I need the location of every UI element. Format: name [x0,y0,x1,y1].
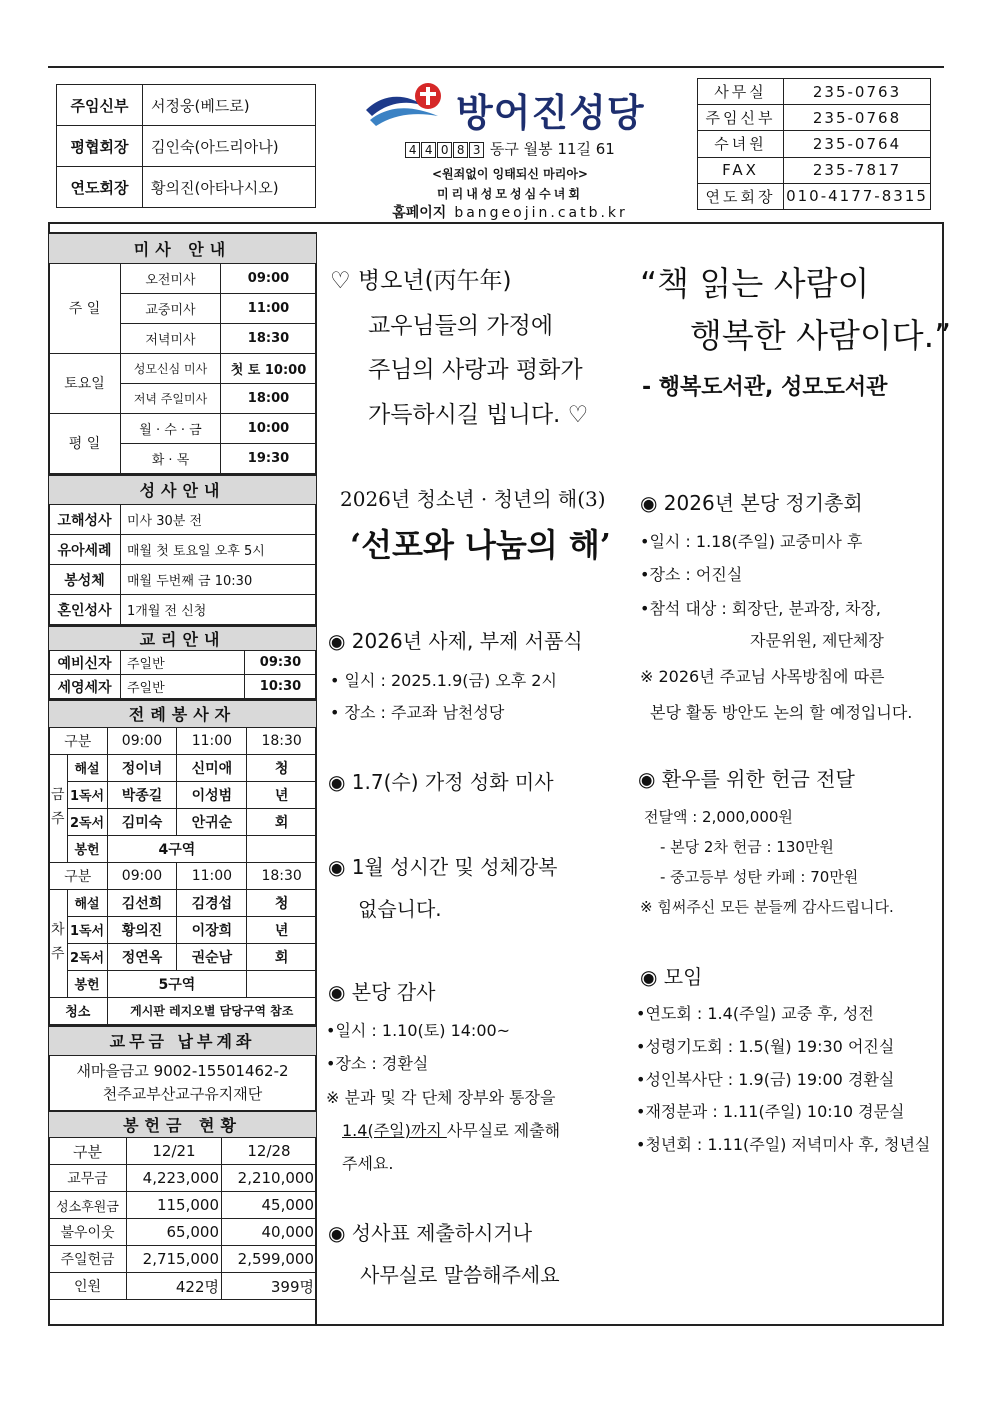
sacrament-row [49,505,317,535]
sacrament-key: 고해성사 [49,505,121,535]
offering-head-cell: 12/21 [127,1138,222,1165]
homepage [368,202,652,222]
mass-name: 성모신심 미사 [121,353,221,383]
offering-key: 주일헌금 [49,1246,127,1273]
census-note: 사무실로 말씀해주세요 [360,1263,560,1287]
assembly-note: 본당 활동 방안도 논의 할 예정입니다. [650,703,913,722]
postcode-digit: 8 [453,142,468,158]
parish-logo [364,78,654,134]
offering-table [48,1110,317,1301]
liturgy-row [49,889,317,916]
liturgy-name: 신미애 [177,754,247,781]
liturgy-name: 권순남 [177,943,247,970]
contact-key: 연도회장 [698,183,784,209]
liturgy-row [49,754,317,781]
sacrament-row [49,535,317,565]
mass-row [49,263,317,293]
contact-key: FAX [698,157,784,183]
sacrament-table [48,474,317,626]
liturgy-name: 김미숙 [107,808,177,835]
clergy-key: 연도회장 [57,167,143,208]
liturgy-name: 정이녀 [107,754,177,781]
greeting-line: ♡ 병오년(丙午年) [330,268,512,294]
audit-deadline: 1.4(주일)까지 [342,1121,447,1140]
donation-item: - 본당 2차 헌금 : 130만원 [660,838,834,856]
clergy-key: 주임신부 [57,85,143,126]
sacrament-row [49,595,317,625]
mass-name: 저녁미사 [121,323,221,353]
donation-amount: 전달액 : 2,000,000원 [644,808,793,826]
offering-row [49,1219,317,1246]
doctrine-row [49,651,317,675]
liturgy-row [49,808,317,835]
liturgy-table [48,699,317,1025]
sidebar [48,232,317,1326]
offering-amount: 2,210,000 [222,1165,317,1192]
homepage-label: 홈페이지 [392,205,447,221]
liturgy-row [49,781,317,808]
cleaning-value: 게시판 레지오별 담당구역 참조 [107,997,316,1024]
liturgy-name: 정연옥 [107,943,177,970]
liturgy-head-cell: 구분 [49,727,108,754]
mass-section-title: 미사 안내 [49,233,317,263]
sacrament-section-title: 성사안내 [49,475,317,505]
contact-number: 235-0764 [784,131,931,157]
liturgy-name: 회 [247,943,317,970]
sacrament-value: 매월 두번째 금 10:30 [121,565,317,595]
ordination-date: • 일시 : 2025.1.9(금) 오후 2시 [330,671,557,690]
liturgy-role: 1독서 [67,781,107,808]
street-address: 동구 월봉 11길 61 [489,140,615,158]
liturgy-name [247,835,317,862]
contact-row [698,79,931,105]
liturgy-role: 봉헌 [67,835,107,862]
liturgy-name: 안귀순 [177,808,247,835]
cleaning-label: 청소 [49,997,108,1024]
liturgy-name: 년 [247,916,317,943]
doctrine-row [49,675,317,699]
liturgy-row [49,916,317,943]
mass-time: 11:00 [221,293,317,323]
offering-row [49,1246,317,1273]
offering-amount: 399명 [222,1273,317,1300]
quote-source: - 행복도서관, 성모도서관 [642,375,888,400]
offering-amount: 45,000 [222,1192,317,1219]
liturgy-name: 5구역 [107,970,247,997]
postcode-digit: 0 [437,142,452,158]
audit-title: ◉ 본당 감사 [328,980,436,1004]
liturgy-name: 청 [247,889,317,916]
sacrament-value: 매월 첫 토요일 오후 5시 [121,535,317,565]
meeting-item: •청년회 : 1.11(주일) 저녁미사 후, 청년실 [636,1135,931,1154]
mass-time: 10:00 [221,413,317,443]
postcode-digit: 4 [421,142,436,158]
doctrine-key: 세영세자 [49,675,121,699]
meeting-title: ◉ 모임 [640,965,703,989]
mass-time: 18:00 [221,383,317,413]
clergy-row [57,167,316,208]
religious-order: 미리내성모성심수녀회 [437,187,583,201]
mass-time: 19:30 [221,443,317,473]
liturgy-name: 년 [247,781,317,808]
liturgy-head-cell: 구분 [49,862,108,889]
liturgy-name: 청 [247,754,317,781]
offering-amount: 4,223,000 [127,1165,222,1192]
mass-time: 09:00 [221,263,317,293]
liturgy-section-title: 전례봉사자 [49,700,317,727]
ordination-title: ◉ 2026년 사제, 부제 서품식 [328,629,583,653]
offering-row [49,1273,317,1300]
holy-hour-title: ◉ 1월 성시간 및 성체강복 [328,855,558,879]
year-theme-subtitle: 2026년 청소년 · 청년의 해(3) [340,487,606,511]
mass-name: 교중미사 [121,293,221,323]
sacrament-value: 미사 30분 전 [121,505,317,535]
contact-number: 235-0763 [784,79,931,105]
donation-thanks: ※ 힘써주신 모든 분들께 감사드립니다. [640,898,894,916]
contact-row [698,157,931,183]
clergy-table [56,84,316,208]
contact-key: 사무실 [698,79,784,105]
parish-emblem-icon [364,80,452,130]
assembly-date: •일시 : 1.18(주일) 교중미사 후 [640,532,863,551]
contact-table [697,78,931,210]
audit-note: 주세요. [342,1154,394,1173]
audit-note: ※ 분과 및 각 단체 장부와 통장을 [326,1088,556,1107]
mass-group: 주 일 [49,263,121,353]
clergy-key: 평협회장 [57,126,143,167]
liturgy-name: 김경섭 [177,889,247,916]
mass-name: 오전미사 [121,263,221,293]
doctrine-table [48,625,317,699]
liturgy-head-cell: 09:00 [107,862,177,889]
liturgy-name: 이성범 [177,781,247,808]
offering-head-cell: 12/28 [222,1138,317,1165]
sacrament-key: 봉성체 [49,565,121,595]
offering-head-cell: 구분 [49,1138,127,1165]
mass-row [49,413,317,443]
mass-name: 저녁 주일미사 [121,383,221,413]
liturgy-role: 봉헌 [67,970,107,997]
mass-group: 평 일 [49,413,121,473]
donation-item: - 중고등부 성탄 카페 : 70만원 [660,868,859,886]
assembly-target: •참석 대상 : 회장단, 분과장, 차장, [640,599,881,618]
sacrament-key: 혼인성사 [49,595,121,625]
offering-key: 성소후원금 [49,1192,127,1219]
week-label: 차 주 [49,889,68,997]
greeting-line: 교우님들의 가정에 [368,313,554,339]
contact-number: 235-7817 [784,157,931,183]
blessing-mass: ◉ 1.7(수) 가정 성화 미사 [328,770,554,794]
top-rule [48,66,944,68]
contact-row [698,183,931,209]
offering-section-title: 봉헌금 현황 [49,1111,317,1138]
offering-key: 불우이웃 [49,1219,127,1246]
clergy-row [57,126,316,167]
liturgy-role: 2독서 [67,943,107,970]
liturgy-head-cell: 18:30 [247,727,317,754]
parish-name: 방어진성당 [456,91,645,135]
offering-key: 교무금 [49,1165,127,1192]
meeting-item: •성인복사단 : 1.9(금) 19:00 경환실 [636,1070,895,1089]
contact-key: 수녀원 [698,131,784,157]
offering-amount: 40,000 [222,1219,317,1246]
audit-note: 1.4(주일)까지 사무실로 제출해 [342,1121,561,1140]
ordination-place: • 장소 : 주교좌 남천성당 [330,703,505,722]
postcode-digit: 4 [405,142,420,158]
sacrament-value: 1개월 전 신청 [121,595,317,625]
assembly-title: ◉ 2026년 본당 정기총회 [640,491,863,515]
doctrine-time: 10:30 [245,675,317,699]
mass-time: 18:30 [221,323,317,353]
donation-title: ◉ 환우를 위한 헌금 전달 [638,767,855,791]
doctrine-class: 주일반 [121,651,245,675]
audit-date: •일시 : 1.10(토) 14:00~ [326,1021,511,1040]
offering-amount: 2,715,000 [127,1246,222,1273]
offering-amount: 422명 [127,1273,222,1300]
doctrine-section-title: 교리안내 [49,626,317,651]
liturgy-head [49,862,317,889]
liturgy-head [49,727,317,754]
offering-amount: 115,000 [127,1192,222,1219]
sacrament-row [49,565,317,595]
mass-row [49,353,317,383]
quote-line: “책 읽는 사람이 [640,264,870,303]
doctrine-class: 주일반 [121,675,245,699]
liturgy-head-cell: 11:00 [177,862,247,889]
liturgy-name: 박종길 [107,781,177,808]
postcode-digit: 3 [469,142,484,158]
clergy-value: 김인숙(아드리아나) [143,126,316,167]
account-table [48,1025,317,1110]
cleaning-row [49,997,317,1024]
quote-line: 행복한 사람이다.” [690,316,952,355]
liturgy-name: 4구역 [107,835,247,862]
greeting-line: 가득하시길 빕니다. ♡ [368,402,589,428]
assembly-target: 자문위원, 제단체장 [750,631,884,650]
clergy-value: 서정웅(베드로) [143,85,316,126]
contact-row [698,131,931,157]
assembly-note: ※ 2026년 주교님 사목방침에 따른 [640,667,885,686]
contact-number: 010-4177-8315 [784,183,931,209]
mass-name: 월 · 수 · 금 [121,413,221,443]
contact-number: 235-0768 [784,105,931,131]
mass-name: 화 · 목 [121,443,221,473]
census-title: ◉ 성사표 제출하시거나 [328,1221,533,1245]
mass-time: 첫 토 10:00 [221,353,317,383]
liturgy-name: 회 [247,808,317,835]
liturgy-name: 김선희 [107,889,177,916]
meeting-item: •재정분과 : 1.11(주일) 10:10 경문실 [636,1102,905,1121]
liturgy-head-cell: 18:30 [247,862,317,889]
liturgy-head-cell: 11:00 [177,727,247,754]
contact-row [698,105,931,131]
holy-hour-note: 없습니다. [358,897,442,921]
offering-key: 인원 [49,1273,127,1300]
account-line: 새마을금고 9002-15501462-2 [76,1062,289,1081]
liturgy-name [247,970,317,997]
liturgy-role: 해설 [67,889,107,916]
liturgy-name: 황의진 [107,916,177,943]
offering-amount: 65,000 [127,1219,222,1246]
liturgy-role: 1독서 [67,916,107,943]
account-line: 천주교부산교구유지재단 [102,1084,263,1103]
liturgy-role: 2독서 [67,808,107,835]
week-label: 금 주 [49,754,68,862]
mass-group: 토요일 [49,353,121,413]
homepage-url[interactable]: bangeojin.catb.kr [454,205,628,221]
clergy-value: 황의진(아타나시오) [143,167,316,208]
liturgy-role: 해설 [67,754,107,781]
offering-row [49,1192,317,1219]
liturgy-row [49,835,317,862]
liturgy-row [49,970,317,997]
meeting-item: •성령기도회 : 1.5(월) 19:30 어진실 [636,1037,895,1056]
doctrine-key: 예비신자 [49,651,121,675]
liturgy-head-cell: 09:00 [107,727,177,754]
contact-key: 주임신부 [698,105,784,131]
account-section-title: 교무금 납부계좌 [49,1026,317,1056]
meeting-item: •연도회 : 1.4(주일) 교중 후, 성전 [636,1004,874,1023]
liturgy-name: 이장희 [177,916,247,943]
motto: <원죄없이 잉태되신 마리아> [432,167,588,181]
doctrine-time: 09:30 [245,651,317,675]
audit-place: •장소 : 경환실 [326,1054,429,1073]
offering-head [49,1138,317,1165]
account-info [49,1056,317,1110]
address [368,138,652,159]
offering-amount: 2,599,000 [222,1246,317,1273]
year-theme-title: ‘선포와 나눔의 해’ [350,526,611,564]
sacrament-key: 유아세례 [49,535,121,565]
mass-table [48,232,317,474]
clergy-row [57,85,316,126]
assembly-place: •장소 : 어진실 [640,565,743,584]
greeting-line: 주님의 사랑과 평화가 [368,357,583,383]
offering-row [49,1165,317,1192]
liturgy-row [49,943,317,970]
